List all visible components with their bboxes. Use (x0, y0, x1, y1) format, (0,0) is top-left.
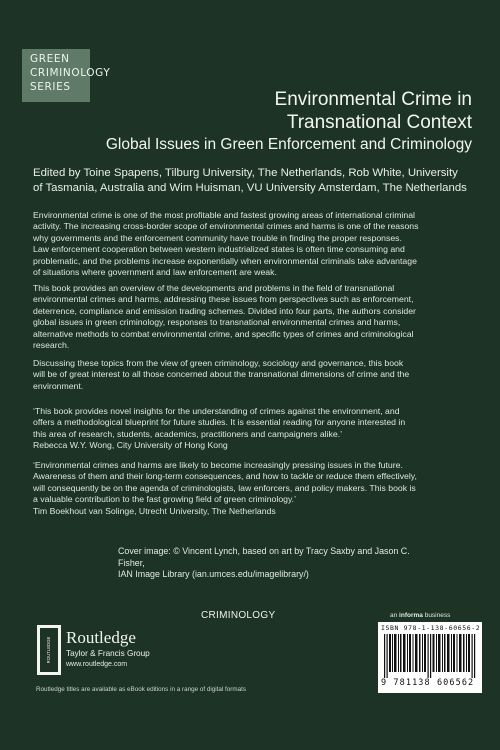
text-line: why governments and the enforcement community have trouble in finding the proper responses. (33, 232, 402, 243)
review-quote-2 (33, 460, 477, 517)
text-line: Awareness of them and their long-term consequences, and how to tackle or reduce them effectively, (33, 471, 417, 482)
book-title (275, 88, 472, 134)
editors-credit (33, 166, 475, 195)
review-attribution: Rebecca W.Y. Wong, City University of Hong Kong (33, 440, 228, 451)
book-subtitle: Global Issues in Green Enforcement and Criminology (105, 136, 472, 153)
title-line: Transnational Context (286, 112, 472, 133)
text-line: environment. (33, 380, 84, 391)
routledge-spine-text: ROUTLEDGE (46, 636, 52, 664)
text-line: Environmental crime is one of the most profitable and fastest growing areas of international criminal (33, 210, 415, 220)
text-line: environmental crimes and harms, addressing these issues from perspectives such as enforcement, (33, 294, 414, 305)
description-paragraph-1 (33, 210, 477, 278)
subject-category: CRIMINOLOGY (201, 610, 276, 621)
title-line: Environmental Crime in (274, 89, 472, 110)
barcode (378, 622, 482, 693)
text-line: Cover image: © Vincent Lynch, based on art by Tracy Saxby and Jason C. Fisher, (118, 546, 410, 568)
text-line: will be of great interest to all those concerned about the transnational dimensions of crime and the (33, 369, 410, 380)
description-paragraph-2 (33, 283, 477, 351)
text-line: problematic, and the problems increase exponentially when environmental criminals take advantage (33, 255, 417, 266)
barcode-digits: 9 781138 606562 (381, 678, 475, 688)
text-line: research. (33, 340, 70, 351)
description-paragraph-3 (33, 358, 477, 392)
ebook-note: Routledge titles are available as eBook editions in a range of digital formats (36, 686, 247, 693)
informa-suffix: business (424, 612, 451, 619)
text-line: will consequently be on the agenda of criminologists, law enforcers, and policy makers. This book is (33, 482, 416, 493)
text-line: offers a methodological blueprint for future studies. It is essential reading for anyone interested in (33, 417, 406, 428)
publisher-name: Routledge (66, 628, 136, 647)
isbn-text: ISBN 978-1-138-60656-2 (381, 624, 481, 632)
editors-line: Edited by Toine Spapens, Tilburg University, The Netherlands, Rob White, University (33, 167, 458, 179)
text-line: a valuable contribution to the fast growing field of green criminology.’ (33, 494, 297, 505)
text-line: Law enforcement cooperation between western industrialized states is often time consuming and (33, 244, 405, 255)
text-line: IAN Image Library (ian.umces.edu/imagelibrary/) (118, 569, 309, 580)
informa-brand: informa (399, 612, 423, 619)
informa-tagline (390, 612, 450, 619)
informa-prefix: an (390, 612, 398, 619)
routledge-logo-icon (37, 625, 61, 675)
series-line: SERIES (30, 81, 71, 93)
publisher-url: www.routledge.com (66, 661, 128, 668)
text-line: This book provides an overview of the developments and problems in the field of transnational (33, 283, 395, 293)
text-line: deterrence, compliance and emission trading schemes. Divided into four parts, the authors consider (33, 305, 416, 316)
text-line: ‘This book provides novel insights for the understanding of crimes against the environment, and (33, 406, 400, 416)
editors-line: of Tasmania, Australia and Wim Huisman, VU University Amsterdam, The Netherlands (33, 181, 467, 194)
text-line: ‘Environmental crimes and harms are likely to become increasingly pressing issues in the future. (33, 460, 403, 470)
text-line: of situations where government and law enforcement are weak. (33, 267, 277, 278)
cover-image-credit (118, 546, 418, 581)
barcode-bars (381, 634, 479, 678)
series-badge (22, 49, 111, 102)
series-line: GREEN (30, 53, 70, 65)
text-line: global issues in green criminology, responses to transnational environmental crimes and harms, (33, 317, 401, 328)
text-line: activity. The increasing cross-border scope of environmental crimes and harms is one of the reasons (33, 221, 419, 232)
text-line: this area of research, students, academics, practitioners and campaigners alike.’ (33, 428, 343, 439)
text-line: Discussing these topics from the view of green criminology, sociology and governance, this book (33, 358, 404, 368)
review-quote-1 (33, 406, 477, 452)
publisher-group: Taylor & Francis Group (66, 649, 150, 658)
review-attribution: Tim Boekhout van Solinge, Utrecht University, The Netherlands (33, 505, 276, 516)
series-line: CRIMINOLOGY (30, 67, 111, 79)
text-line: alternative methods to combat environmental crime, and specific types of crimes and criminological (33, 328, 414, 339)
